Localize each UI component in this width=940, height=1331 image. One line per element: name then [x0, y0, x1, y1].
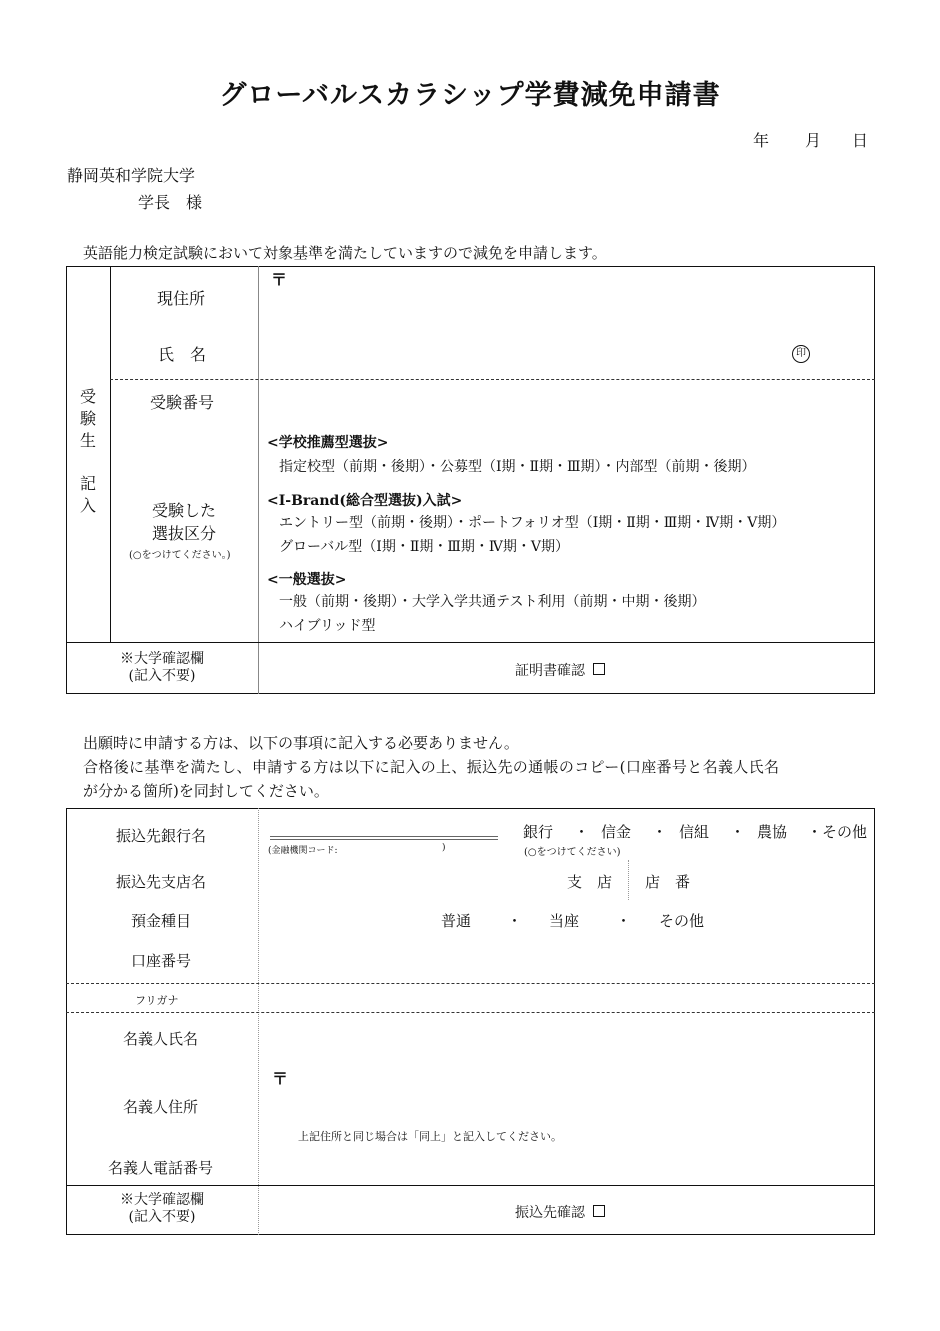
- bank-type-option: ・その他: [807, 823, 868, 841]
- holder-name-field[interactable]: [262, 1020, 867, 1056]
- recipient-school: 静岡英和学院大学: [67, 166, 196, 185]
- side-label-char: 入: [79, 496, 96, 515]
- deposit-type-sep: ・: [507, 912, 523, 930]
- deposit-type-options[interactable]: [441, 910, 721, 930]
- deposit-type-option: 普通: [441, 912, 472, 930]
- branch-label: 振込先支店名: [116, 873, 207, 891]
- side-label-char: 生: [79, 431, 96, 450]
- bank-name-field[interactable]: [270, 836, 498, 840]
- bank-type-sep: ・: [730, 823, 746, 841]
- date-month: 月: [805, 131, 822, 150]
- seal-icon: 印: [792, 345, 810, 363]
- deposit-label: 預金種目: [131, 912, 192, 930]
- ibrand-options-2[interactable]: グローバル型（Ⅰ期・Ⅱ期・Ⅲ期・Ⅳ期・Ⅴ期）: [279, 539, 569, 555]
- category-label-1: 受験した: [152, 501, 217, 520]
- transfer-checkbox[interactable]: [593, 1205, 605, 1217]
- category-note: (○をつけてください。): [129, 550, 231, 561]
- confirm-label-line: ※大学確認欄: [120, 1192, 204, 1208]
- general-header: <一般選抜>: [267, 572, 347, 588]
- date-year: 年: [753, 131, 770, 150]
- transfer-confirm: [515, 1202, 605, 1222]
- note-line-3: が分かる箇所)を同封してください。: [83, 782, 329, 800]
- address-field[interactable]: [262, 282, 867, 320]
- holder-phone-field[interactable]: [262, 1150, 867, 1182]
- school-recommend-options[interactable]: 指定校型（前期・後期）・公募型（Ⅰ期・Ⅱ期・Ⅲ期）・内部型（前期・後期）: [279, 459, 756, 475]
- address-note: 上記住所と同じ場合は「同上」と記入してください。: [298, 1130, 562, 1143]
- deposit-type-option: その他: [659, 912, 705, 930]
- confirm-label-line: (記入不要): [128, 668, 196, 684]
- bank-code-note-left: (金融機関コード:: [268, 846, 338, 856]
- bank-type-sep: ・: [652, 823, 668, 841]
- certificate-confirm: [515, 660, 605, 680]
- bank-code-note-right: ): [442, 843, 446, 853]
- holder-phone-label: 名義人電話番号: [108, 1159, 214, 1177]
- general-options-2[interactable]: ハイブリッド型: [279, 618, 376, 634]
- side-label-char: 験: [79, 409, 96, 428]
- ibrand-header: <I-Brand(総合型選抜)入試>: [267, 493, 463, 509]
- exam-number-field[interactable]: [262, 384, 867, 418]
- branch-suffix: 支 店: [567, 873, 613, 891]
- exam-number-label: 受験番号: [150, 393, 215, 412]
- postal-mark: 〒: [271, 270, 288, 289]
- deposit-type-sep: ・: [616, 912, 632, 930]
- holder-address-field[interactable]: [262, 1082, 867, 1122]
- account-number-field[interactable]: [262, 943, 867, 977]
- holder-address-label: 名義人住所: [123, 1098, 199, 1116]
- certificate-checkbox[interactable]: [593, 663, 605, 675]
- applicant-table: [66, 266, 875, 694]
- branch-number-label: 店 番: [645, 873, 691, 891]
- general-options-1[interactable]: 一般（前期・後期）・大学入学共通テスト利用（前期・中期・後期）: [279, 594, 706, 610]
- bank-type-option: 農協: [757, 823, 788, 841]
- category-label-2: 選抜区分: [152, 524, 217, 543]
- recipient-president: 学長 様: [138, 193, 203, 212]
- applicant-confirm-label: [66, 651, 258, 685]
- holder-name-label: 名義人氏名: [123, 1030, 199, 1048]
- side-label-bottom: [78, 473, 98, 517]
- bank-type-note: (○をつけてください): [524, 847, 621, 858]
- ibrand-options-1[interactable]: エントリー型（前期・後期）・ポートフォリオ型（Ⅰ期・Ⅱ期・Ⅲ期・Ⅳ期・Ⅴ期）: [279, 515, 786, 531]
- side-label-top: [78, 386, 98, 452]
- page-title: グローバルスカラシップ学費減免申請書: [219, 80, 721, 111]
- bank-type-option: 銀行: [523, 823, 554, 841]
- branch-field[interactable]: [262, 864, 562, 894]
- furigana-field[interactable]: [262, 987, 867, 1009]
- furigana-label: フリガナ: [135, 994, 179, 1007]
- confirm-label-line: (記入不要): [128, 1209, 196, 1225]
- bank-confirm-label: [66, 1192, 258, 1226]
- transfer-confirm-label: 振込先確認: [515, 1205, 585, 1221]
- bank-type-option: 信金: [601, 823, 632, 841]
- confirm-label-line: ※大学確認欄: [120, 651, 204, 667]
- intro-text: 英語能力検定試験において対象基準を満たしていますので減免を申請します。: [83, 244, 607, 262]
- side-label-char: 記: [79, 474, 96, 493]
- bank-type-sep: ・: [574, 823, 590, 841]
- side-label-char: 受: [79, 387, 96, 406]
- note-line-1: 出願時に申請する方は、以下の事項に記入する必要ありません。: [83, 734, 519, 752]
- bank-name-label: 振込先銀行名: [116, 827, 207, 845]
- school-recommend-header: <学校推薦型選抜>: [267, 435, 389, 451]
- address-label: 現住所: [157, 289, 206, 308]
- note-line-2: 合格後に基準を満たし、申請する方は以下に記入の上、振込先の通帳のコピー(口座番号と名義人氏名: [83, 758, 780, 776]
- date-day: 日: [852, 131, 869, 150]
- bank-type-option: 信組: [679, 823, 710, 841]
- name-label: 氏 名: [158, 345, 207, 364]
- deposit-type-option: 当座: [549, 912, 580, 930]
- holder-postal-mark: 〒: [272, 1069, 289, 1088]
- certificate-confirm-label: 証明書確認: [515, 663, 585, 679]
- name-field[interactable]: [262, 334, 782, 372]
- account-number-label: 口座番号: [131, 952, 192, 970]
